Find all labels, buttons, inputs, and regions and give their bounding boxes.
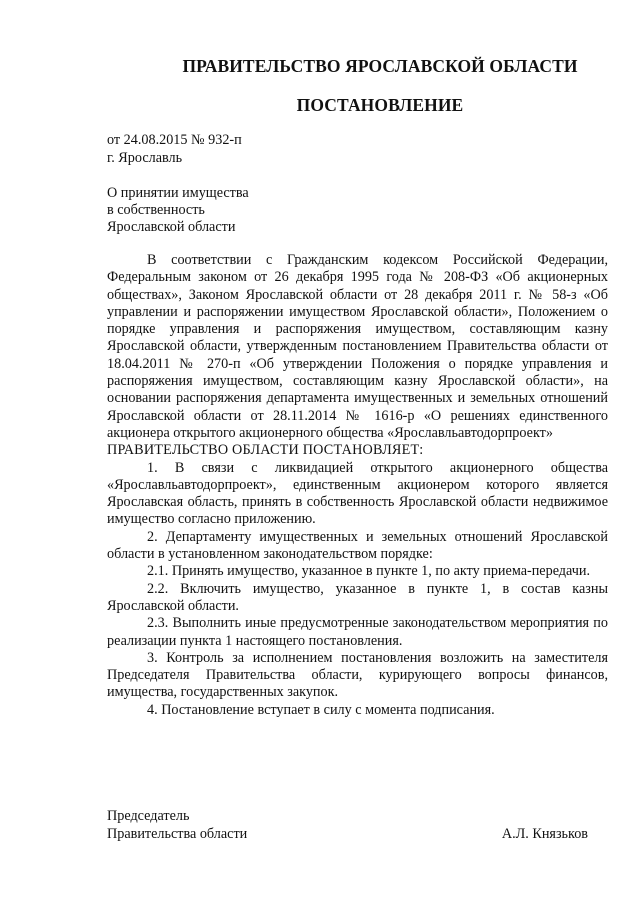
document-body [107, 252, 608, 719]
item-2-1: 2.1. Принять имущество, указанное в пункте 1, по акту приема-передачи. [147, 563, 591, 580]
subject-line: в собственность [107, 202, 205, 218]
signatory-title-line1: Председатель [107, 808, 190, 824]
preamble-paragraph: В соответствии с Гражданским кодексом Российской Федерации, Федеральным законом от 26 декабря 1995 года № 208-ФЗ «Об акционерных обществах», Законом Ярославской области от 28 декабря 2011 г. № 58-з «Об управлении и распоряжении имуществом Ярославской области», Положением о порядке управления и распоряжения имуществом, составляющим казну Ярославской области, утвержденным постановлением Правительства области от 18.04.2011 № 270-п «Об утверждении Положения о порядке управления и распоряжения имуществом, составляющим казну Ярославской области», на основании распоряжения департамента имущественных и земельных отношений Ярославской области от 28.11.2014 № 1616-р «О решениях единственного акционера открытого акционерного общества «Ярославльавтодорпроект» [107, 252, 608, 441]
city: г. Ярославль [107, 150, 183, 166]
signature-row [107, 826, 608, 844]
date-number: от 24.08.2015 № 932-п [107, 132, 242, 148]
subject-line: Ярославской области [107, 219, 236, 235]
item-4: 4. Постановление вступает в силу с момента подписания. [147, 701, 495, 718]
subject-block [107, 185, 249, 236]
signatory-name: А.Л. Князьков [501, 825, 588, 842]
signatory-title-line2: Правительства области [107, 825, 248, 842]
item-2: 2. Департаменту имущественных и земельных отношений Ярославской области в установленном законодательством порядке: [107, 528, 608, 563]
resolves-line: ПРАВИТЕЛЬСТВО ОБЛАСТИ ПОСТАНОВЛЯЕТ: [107, 442, 424, 459]
item-2-3: 2.3. Выполнить иные предусмотренные законодательством мероприятия по реализации пункта 1 настоящего постановления. [107, 615, 608, 649]
document-type-title: ПОСТАНОВЛЕНИЕ [296, 95, 464, 115]
subject-line: О принятии имущества [107, 185, 249, 201]
item-3: 3. Контроль за исполнением постановления возложить на заместителя Председателя Правительства области, курирующего вопросы финансов, имущества, государственных закупок. [107, 649, 608, 701]
item-2-2: 2.2. Включить имущество, указанное в пункте 1, в состав казны Ярославской области. [107, 580, 608, 614]
signature-block [107, 808, 608, 843]
item-1: 1. В связи с ликвидацией открытого акционерного общества «Ярославльавтодорпроект», единственным акционером которого является Ярославская область, принять в собственность Ярославской области недвижимое имущество согласно приложению. [107, 459, 608, 528]
government-title: ПРАВИТЕЛЬСТВО ЯРОСЛАВСКОЙ ОБЛАСТИ [182, 56, 578, 76]
